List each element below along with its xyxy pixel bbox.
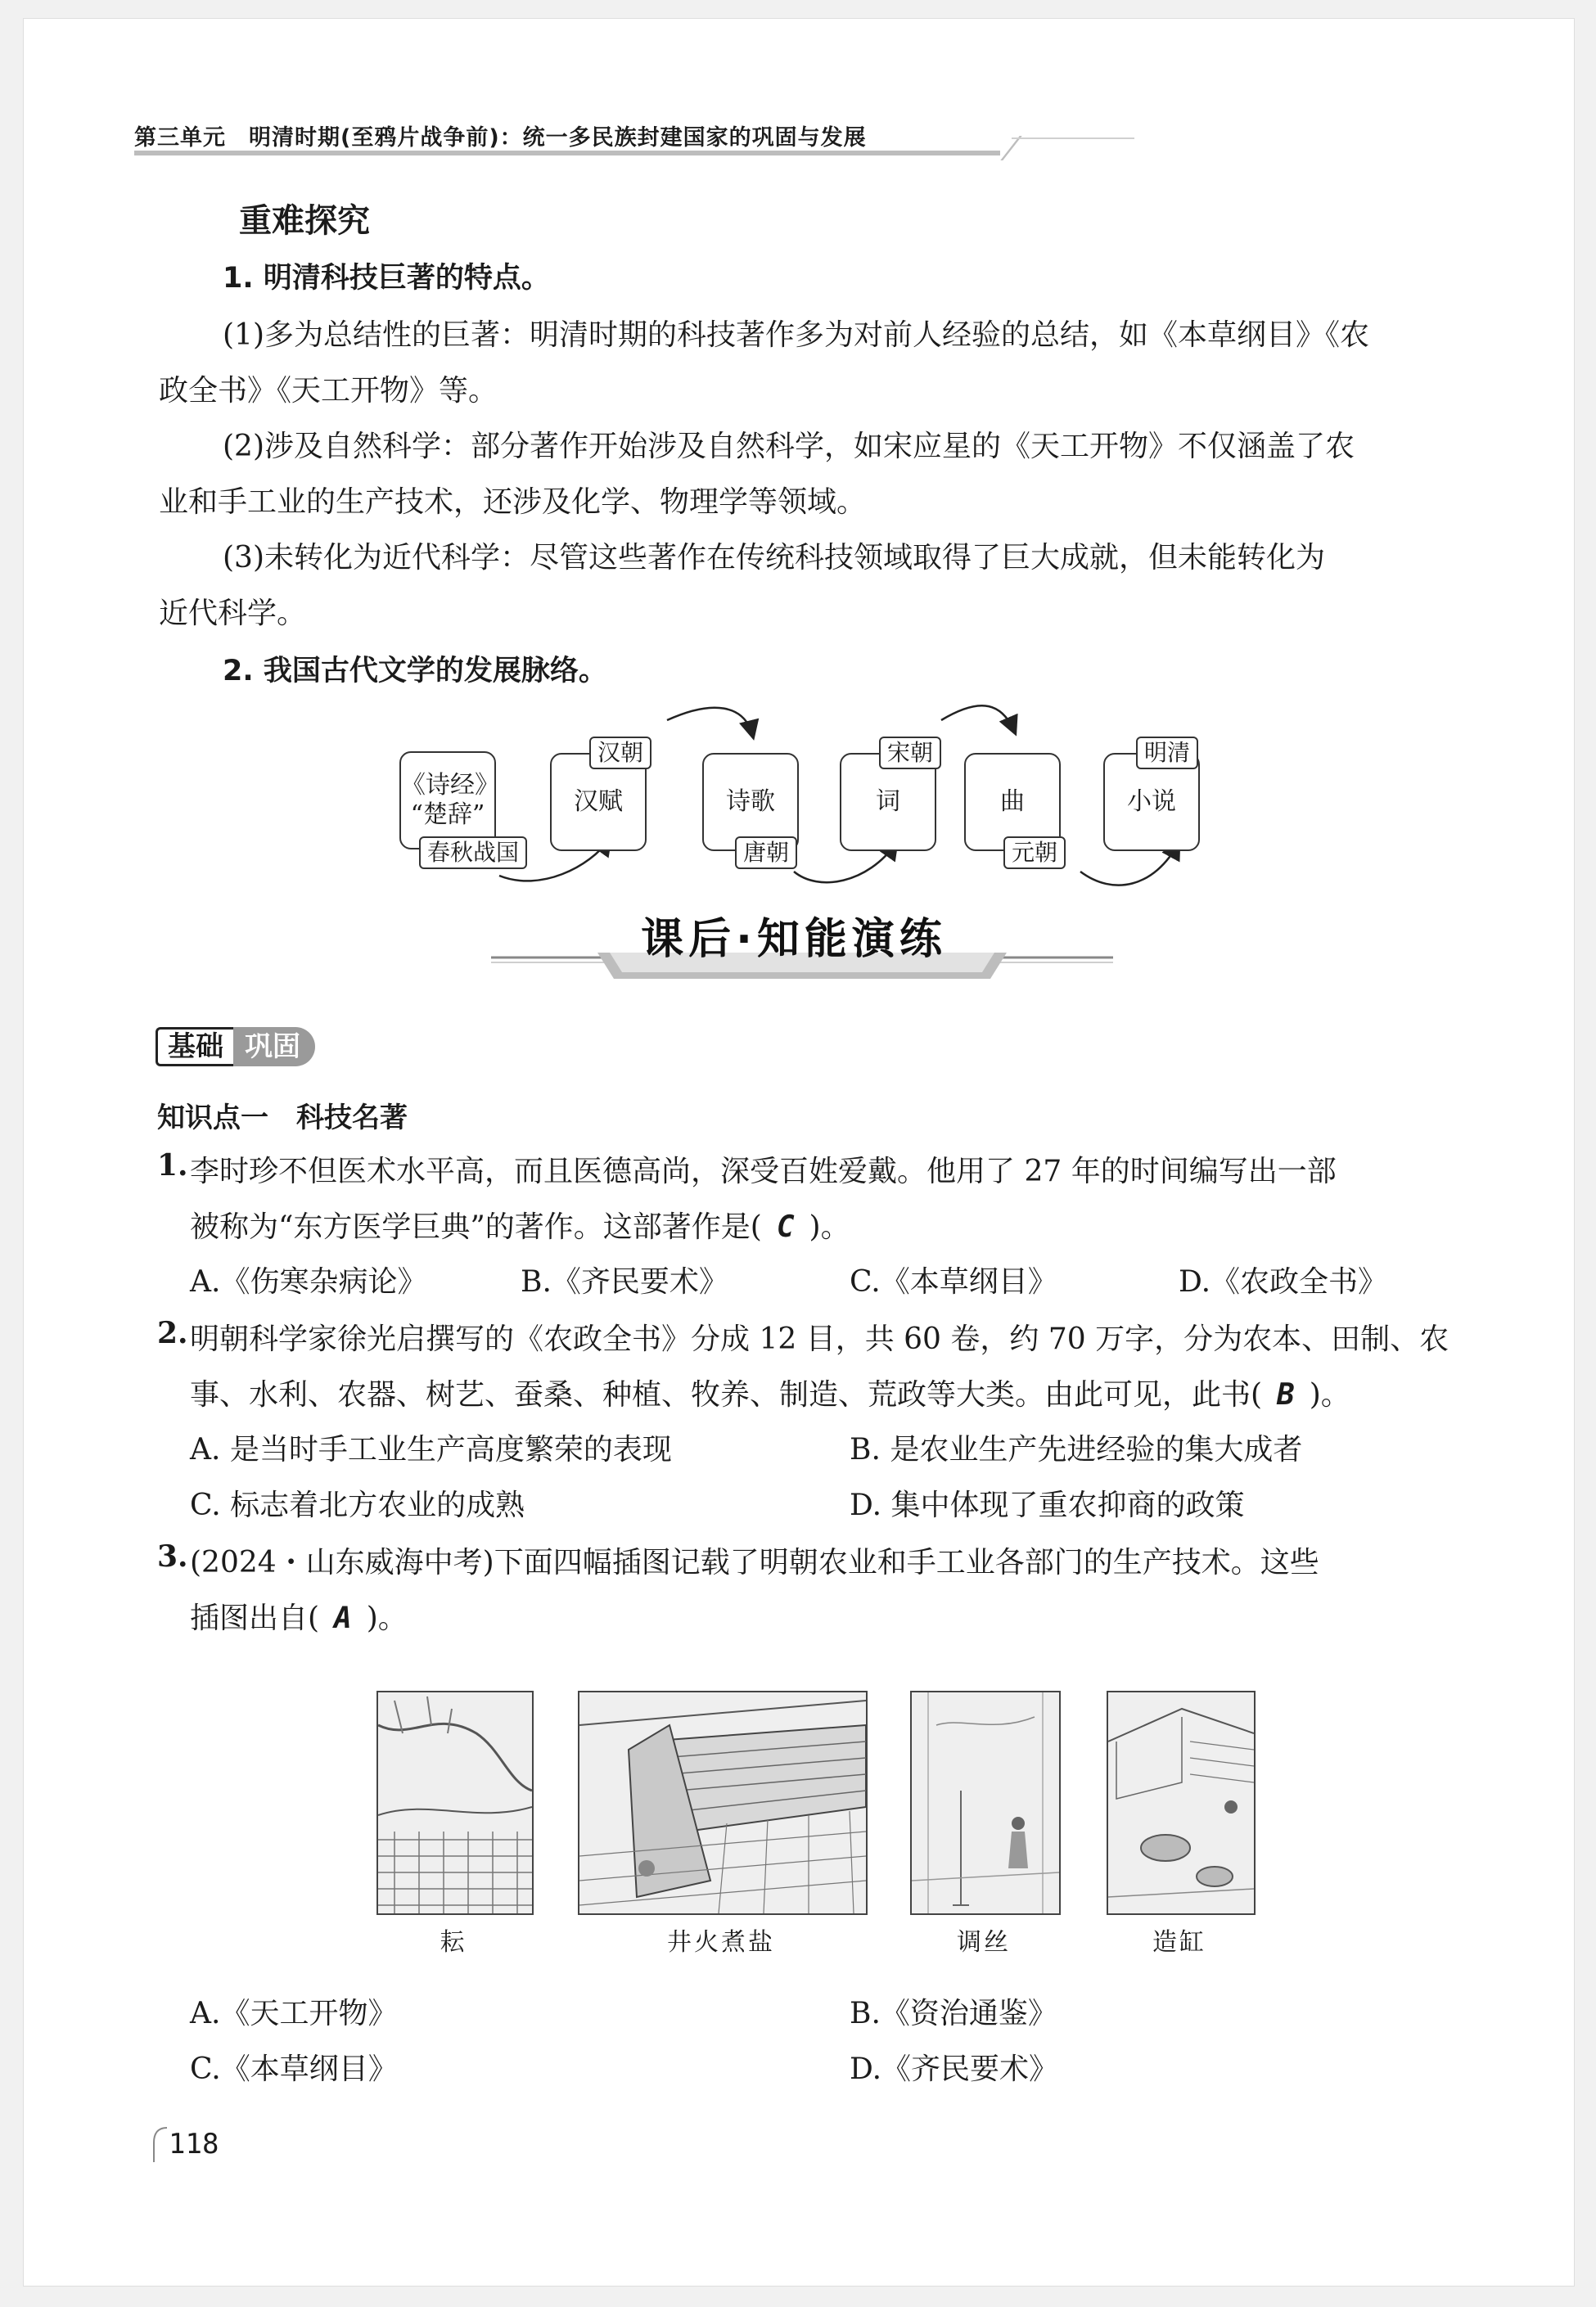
q3-option-d: D.《齐民要术》 xyxy=(850,2052,1059,2086)
q3-stem-line2 xyxy=(190,1595,408,1637)
caption-weeding: 耘 xyxy=(440,1928,467,1957)
period-ming-qing: 明清 xyxy=(1136,737,1198,769)
q2-option-d: D. 集中体现了重农抑商的政策 xyxy=(850,1489,1245,1522)
point2-heading: 2. 我国古代文学的发展脉络。 xyxy=(223,655,607,687)
q2-option-c: C. 标志着北方农业的成熟 xyxy=(190,1489,525,1522)
point1-item2-line2: 业和手工业的生产技术，还涉及化学、物理学等领域。 xyxy=(159,485,867,519)
q1-option-d: D.《农政全书》 xyxy=(1179,1265,1388,1299)
node-shijing-chuci xyxy=(399,751,499,849)
q1-stem-line2 xyxy=(190,1204,850,1246)
period-han: 汉朝 xyxy=(589,737,651,769)
q3-stem-line1: (2024・山东威海中考)下面四幅插图记载了明朝农业和手工业各部门的生产技术。这些 xyxy=(190,1546,1319,1579)
illustration-salt-boiling xyxy=(578,1691,868,1915)
q1-stem-line2-text: 被称为“东方医学巨典”的著作。这部著作是( xyxy=(190,1210,762,1244)
q2-option-b: B. 是农业生产先进经验的集大成者 xyxy=(850,1433,1303,1467)
caption-silk-reeling: 调丝 xyxy=(957,1928,1011,1957)
q1-option-c: C.《本草纲目》 xyxy=(850,1265,1057,1299)
illustration-silk-reeling xyxy=(910,1691,1061,1915)
literature-flow-arrows xyxy=(393,696,1228,900)
unit-title: 第三单元 明清时期(至鸦片战争前)：统一多民族封建国家的巩固与发展 xyxy=(134,125,867,151)
header-rule xyxy=(134,151,1000,155)
q3-answer: A xyxy=(334,1602,352,1635)
practice-banner: 课后·知能演练 xyxy=(641,915,947,964)
point1-item1-line1: (1)多为总结性的巨著：明清时期的科技著作多为对前人经验的总结，如《本草纲目》《农 xyxy=(223,318,1369,352)
badge-consolidate: 巩固 xyxy=(233,1027,315,1066)
badge-basic: 基础 xyxy=(156,1027,233,1066)
node-hanfu: 汉赋 xyxy=(550,753,647,851)
q1-stem-line1: 李时珍不但医术水平高，而且医德高尚，深受百姓爱戴。他用了 27 年的时间编写出一部 xyxy=(190,1155,1337,1188)
illustration-weeding xyxy=(376,1691,534,1915)
q3-stem-line2-text: 插图出自( xyxy=(190,1602,320,1635)
q2-stem-line1: 明朝科学家徐光启撰写的《农政全书》分成 12 目，共 60 卷，约 70 万字，分为农本、田制、农 xyxy=(190,1322,1449,1356)
point1-heading: 1. 明清科技巨著的特点。 xyxy=(223,262,550,295)
page-number: 118 xyxy=(169,2128,219,2161)
point1-item2-line1: (2)涉及自然科学：部分著作开始涉及自然科学，如宋应星的《天工开物》不仅涵盖了农 xyxy=(223,430,1355,463)
node-qu: 曲 xyxy=(964,753,1061,851)
node-shijing: 《诗经》 xyxy=(401,771,499,800)
point1-item3-line2: 近代科学。 xyxy=(159,597,307,630)
point1-item1-line2: 政全书》《天工开物》等。 xyxy=(159,374,498,408)
section-title: 重难探究 xyxy=(239,202,370,240)
node-ci: 词 xyxy=(840,753,936,851)
q1-option-b: B.《齐民要术》 xyxy=(521,1265,728,1299)
q3-stem-line2-end: )。 xyxy=(366,1602,408,1635)
q3-number: 3. xyxy=(157,1539,188,1574)
level-badge xyxy=(156,1027,315,1066)
q2-answer: B xyxy=(1277,1378,1295,1412)
point1-item3-line1: (3)未转化为近代科学：尽管这些著作在传统科技领域取得了巨大成就，但未能转化为 xyxy=(223,541,1325,574)
period-chunqiu-zhanguo: 春秋战国 xyxy=(419,836,527,869)
node-poetry: 诗歌 xyxy=(702,753,799,851)
period-song: 宋朝 xyxy=(879,737,941,769)
q1-stem-line2-end: )。 xyxy=(809,1210,850,1244)
header-rule-tail xyxy=(1012,137,1134,139)
caption-vat-making: 造缸 xyxy=(1152,1928,1206,1957)
q1-option-a: A.《伤寒杂病论》 xyxy=(190,1265,427,1299)
q1-answer: C xyxy=(776,1210,795,1244)
caption-salt-boiling: 井火煮盐 xyxy=(667,1928,775,1957)
q3-option-a: A.《天工开物》 xyxy=(190,1997,398,2030)
knowledge-point: 知识点一 科技名著 xyxy=(157,1102,408,1134)
q3-option-c: C.《本草纲目》 xyxy=(190,2052,398,2086)
q2-stem-line2 xyxy=(190,1372,1350,1413)
q1-number: 1. xyxy=(157,1148,188,1183)
q2-stem-line2-end: )。 xyxy=(1309,1378,1350,1412)
page-number-bracket xyxy=(152,2126,169,2164)
period-yuan: 元朝 xyxy=(1003,836,1066,869)
node-chuci: “楚辞” xyxy=(410,800,485,829)
q3-option-b: B.《资治通鉴》 xyxy=(850,1997,1057,2030)
period-tang: 唐朝 xyxy=(735,836,797,869)
q2-number: 2. xyxy=(157,1316,188,1350)
q2-option-a: A. 是当时手工业生产高度繁荣的表现 xyxy=(190,1433,672,1467)
illustration-vat-making xyxy=(1107,1691,1256,1915)
q2-stem-line2-text: 事、水利、农器、树艺、蚕桑、种植、牧养、制造、荒政等大类。由此可见，此书( xyxy=(190,1378,1263,1412)
node-novel: 小说 xyxy=(1103,753,1200,851)
